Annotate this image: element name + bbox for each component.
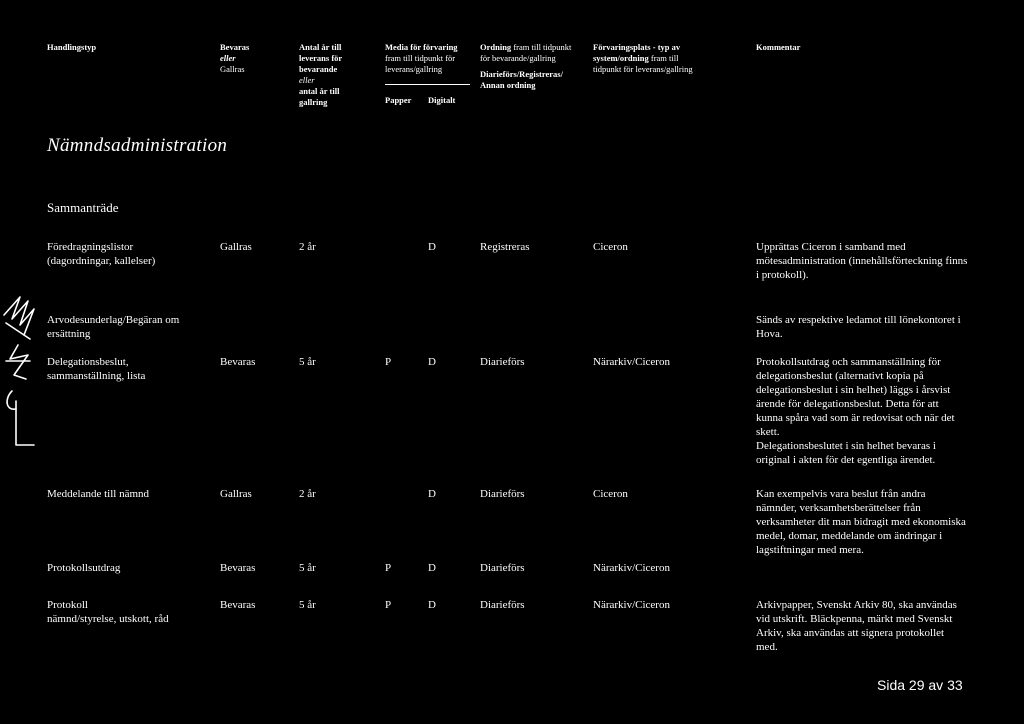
row-forvaring: Närarkiv/Ciceron	[593, 599, 670, 611]
row-kommentar: Arkivpapper, Svenskt Arkiv 80, ska användas vid utskrift. Bläckpenna, märkt med Svenskt Arkiv, ska användas att signera protokollet med.	[756, 599, 957, 653]
header-bevaras: Bevaras eller Gallras	[220, 42, 250, 74]
row-digitalt: D	[428, 562, 436, 574]
row-bevaras: Bevaras	[220, 356, 256, 368]
row-handlingstyp: Protokollsutdrag	[47, 562, 121, 574]
row-handlingstyp: Arvodesunderlag/Begäran om ersättning	[47, 314, 180, 340]
row-antal: 5 år	[299, 356, 316, 368]
row-forvaring: Ciceron	[593, 241, 628, 253]
row-kommentar: Kan exempelvis vara beslut från andra nämnder, verksamhetsberättelser från verksamheter dit man bidragit med ekonomiska medel, domar, meddelande om ändringar i lagstiftningar med mera.	[756, 488, 966, 556]
row-kommentar: Upprättas Ciceron i samband med mötesadministration (innehållsförteckning finns i protokoll).	[756, 241, 968, 281]
row-handlingstyp: Protokoll nämnd/styrelse, utskott, råd	[47, 599, 169, 625]
row-antal: 5 år	[299, 599, 316, 611]
row-papper: P	[385, 356, 392, 368]
row-papper: P	[385, 562, 392, 574]
media-header-rule	[385, 84, 470, 85]
section-title: Nämndsadministration	[47, 135, 228, 156]
row-antal: 2 år	[299, 488, 316, 500]
row-digitalt: D	[428, 488, 436, 500]
header-ordning: Ordning fram till tidpunkt för bevarande/gallring Diarieförs/Registreras/ Annan ordning	[480, 42, 572, 90]
row-ordning: Registreras	[480, 241, 530, 253]
row-digitalt: D	[428, 356, 436, 368]
row-ordning: Diarieförs	[480, 488, 525, 500]
row-handlingstyp: Delegationsbeslut, sammanställning, lista	[47, 356, 146, 382]
page-number: Sida 29 av 33	[877, 677, 963, 693]
header-forvaringsplats: Förvaringsplats - typ av system/ordning fram till tidpunkt för leverans/gallring	[593, 42, 693, 74]
row-handlingstyp: Meddelande till nämnd	[47, 488, 150, 500]
row-antal: 5 år	[299, 562, 316, 574]
row-forvaring: Ciceron	[593, 488, 628, 500]
row-ordning: Diarieförs	[480, 356, 525, 368]
subsection-title: Sammanträde	[47, 200, 119, 215]
row-bevaras: Gallras	[220, 488, 252, 500]
row-antal: 2 år	[299, 241, 316, 253]
row-ordning: Diarieförs	[480, 599, 525, 611]
row-forvaring: Närarkiv/Ciceron	[593, 562, 670, 574]
header-media: Media för förvaring fram till tidpunkt för leverans/gallring	[385, 42, 458, 74]
row-papper: P	[385, 599, 392, 611]
row-bevaras: Bevaras	[220, 599, 256, 611]
row-bevaras: Gallras	[220, 241, 252, 253]
header-handlingstyp: Handlingstyp	[47, 42, 97, 52]
row-digitalt: D	[428, 599, 436, 611]
row-digitalt: D	[428, 241, 436, 253]
header-media-papper: Papper	[385, 95, 412, 105]
handwritten-margin-notes	[0, 295, 40, 455]
row-kommentar: Sänds av respektive ledamot till lönekontoret i Hova.	[756, 314, 961, 340]
header-kommentar: Kommentar	[756, 42, 801, 52]
row-handlingstyp: Föredragningslistor (dagordningar, kallelser)	[47, 241, 156, 267]
row-forvaring: Närarkiv/Ciceron	[593, 356, 670, 368]
row-ordning: Diarieförs	[480, 562, 525, 574]
header-antal-ar: Antal år till leverans för bevarande eller antal år till gallring	[299, 42, 343, 107]
row-kommentar: Protokollsutdrag och sammanställning för delegationsbeslut (alternativt kopia på delegationsbeslut i sin helhet) läggs i årsvist ärende för delegationsbeslut. Detta för att kunna spåra vad som är redovisat och när det skett. Delegationsbeslutet i sin helhet bevaras i original i akten för det egentliga ärendet.	[756, 356, 955, 466]
header-media-digitalt: Digitalt	[428, 95, 456, 105]
row-bevaras: Bevaras	[220, 562, 256, 574]
